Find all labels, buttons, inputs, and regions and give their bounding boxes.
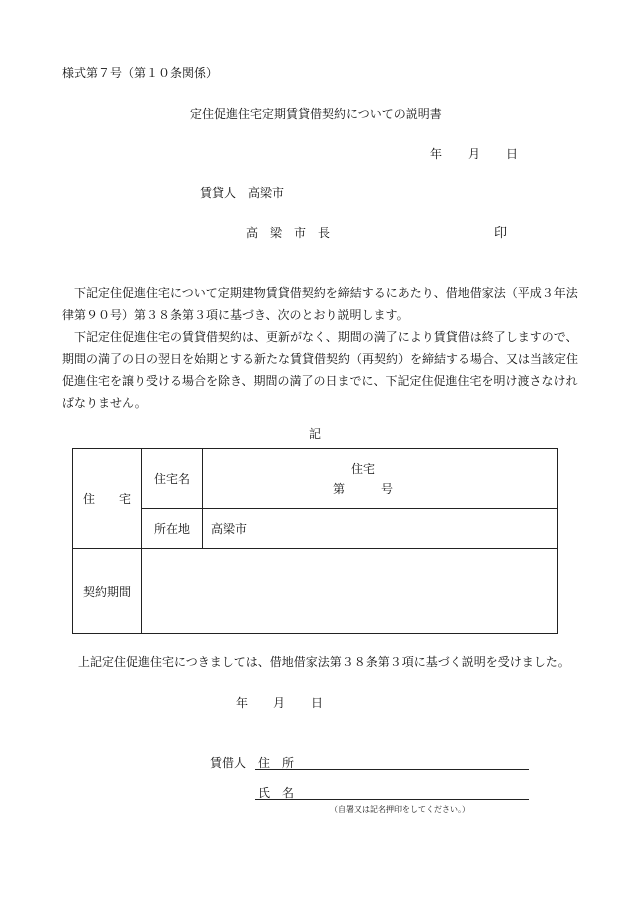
- address-value: 高梁市: [203, 509, 558, 549]
- housing-name-label: 住宅名: [142, 449, 203, 509]
- lessor-name: 高梁市: [248, 186, 285, 200]
- housing-name-cell: [203, 449, 558, 509]
- seal-mark: 印: [494, 226, 508, 241]
- ki-heading: 記: [309, 427, 322, 441]
- date-day-bottom: 日: [311, 696, 324, 710]
- paragraph-1: 下記定住促進住宅について定期建物賃貸借契約を締結するにあたり、借地借家法（平成３年法律第９０号）第３８条第３項に基づき、次のとおり説明します。: [62, 286, 578, 322]
- date-year-bottom: 年: [236, 696, 249, 710]
- lessee-name-label: 氏 名: [258, 786, 295, 800]
- contract-period-value: [142, 549, 558, 634]
- confirmation-text: 上記定住促進住宅につきましては、借地借家法第３８条第３項に基づく説明を受けました。: [78, 655, 570, 669]
- lessor-mayor: 高 梁 市 長: [246, 226, 331, 240]
- date-month-top: 月: [468, 147, 481, 161]
- date-day-top: 日: [506, 147, 519, 161]
- explanation-body: [62, 282, 582, 414]
- signature-note: （自署又は記名押印をしてください。）: [330, 805, 470, 814]
- contract-period-label: 契約期間: [73, 549, 142, 634]
- date-year-top: 年: [430, 147, 443, 161]
- lessor-label: 賃貸人: [200, 186, 237, 200]
- date-month-bottom: 月: [273, 696, 286, 710]
- address-label: 所在地: [142, 509, 203, 549]
- housing-name-line1: 住宅: [350, 461, 375, 476]
- lessee-address-line: [255, 769, 529, 770]
- housing-table: [72, 448, 558, 634]
- lessee-name-line: [255, 799, 529, 800]
- document-title: 定住促進住宅定期賃貸借契約についての説明書: [190, 107, 442, 121]
- form-number: 様式第７号（第１０条関係）: [62, 66, 219, 80]
- lessee-label: 賃借人: [210, 756, 247, 770]
- lessee-address-label: 住 所: [258, 756, 295, 770]
- housing-label: 住 宅: [73, 449, 142, 549]
- paragraph-2: 下記定住促進住宅の賃貸借契約は、更新がなく、期間の満了により賃貸借は終了しますので、期間の満了の日の翌日を始期とする新たな賃貸借契約（再契約）を締結する場合、又は当該定住促進住宅を譲り受ける場合を除き、期間の満了の日までに、下記定住促進住宅を明け渡さなければなりません。: [62, 330, 579, 410]
- housing-number-line: 第 号: [332, 481, 393, 496]
